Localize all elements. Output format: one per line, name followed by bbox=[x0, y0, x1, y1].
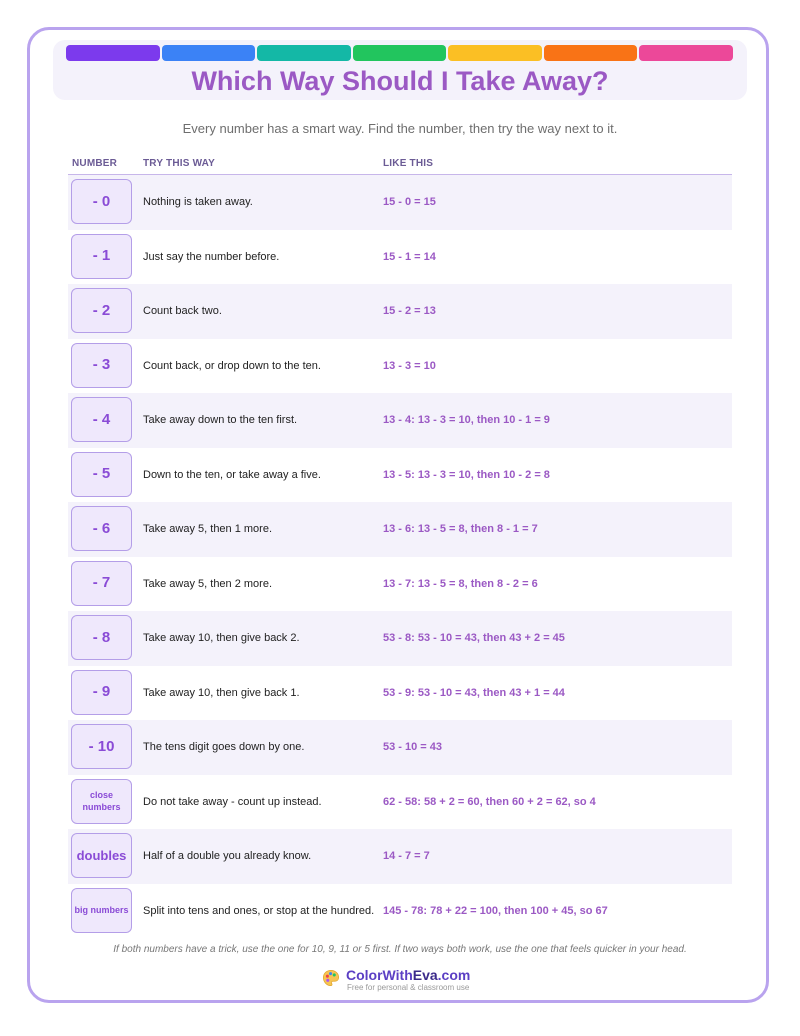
strategy-text: The tens digit goes down by one. bbox=[143, 741, 305, 754]
brand-suffix: .com bbox=[437, 967, 471, 983]
number-badge: doubles bbox=[71, 833, 132, 878]
table-row bbox=[68, 720, 732, 775]
strategy-text: Count back two. bbox=[143, 305, 222, 318]
table-row bbox=[68, 829, 732, 884]
brand-tagline: Free for personal & classroom use bbox=[347, 983, 470, 992]
table-row bbox=[68, 175, 732, 230]
rainbow-segment bbox=[639, 45, 733, 61]
number-badge: - 3 bbox=[71, 343, 132, 388]
strategy-text: Take away down to the ten first. bbox=[143, 414, 298, 427]
strategy-text: Take away 10, then give back 2. bbox=[143, 632, 300, 645]
number-badge: - 7 bbox=[71, 561, 132, 606]
number-badge: big numbers bbox=[71, 888, 132, 933]
number-badge: - 9 bbox=[71, 670, 132, 715]
rainbow-segment bbox=[353, 45, 447, 61]
number-badge: - 4 bbox=[71, 397, 132, 442]
example-text: 13 - 4: 13 - 3 = 10, then 10 - 1 = 9 bbox=[383, 414, 550, 427]
number-badge: - 5 bbox=[71, 452, 132, 497]
page-title: Which Way Should I Take Away? bbox=[191, 66, 609, 96]
example-text: 62 - 58: 58 + 2 = 60, then 60 + 2 = 62, so 4 bbox=[383, 795, 596, 808]
rainbow-segment bbox=[448, 45, 542, 61]
example-text: 13 - 3 = 10 bbox=[383, 359, 436, 372]
table-row bbox=[68, 230, 732, 285]
strategy-text: Half of a double you already know. bbox=[143, 850, 312, 863]
number-badge: close numbers bbox=[71, 779, 132, 824]
strategy-text: Do not take away - count up instead. bbox=[143, 795, 322, 808]
number-badge: - 6 bbox=[71, 506, 132, 551]
example-text: 53 - 10 = 43 bbox=[383, 741, 443, 754]
strategy-text: Nothing is taken away. bbox=[143, 196, 253, 209]
brand-accent: Eva bbox=[412, 967, 438, 983]
example-text: 13 - 6: 13 - 5 = 8, then 8 - 1 = 7 bbox=[383, 523, 538, 536]
column-header-way: TRY THIS WAY bbox=[143, 158, 216, 169]
number-badge: - 8 bbox=[71, 615, 132, 660]
table-row bbox=[68, 284, 732, 339]
footer-logo bbox=[322, 967, 492, 995]
table-row bbox=[68, 611, 732, 666]
number-badge: - 1 bbox=[71, 234, 132, 279]
example-text: 15 - 1 = 14 bbox=[383, 250, 436, 263]
strategy-text: Down to the ten, or take away a five. bbox=[143, 468, 321, 481]
rainbow-segment bbox=[66, 45, 160, 61]
column-header-number: NUMBER bbox=[72, 158, 118, 169]
strategy-text: Count back, or drop down to the ten. bbox=[143, 359, 321, 372]
example-text: 14 - 7 = 7 bbox=[383, 850, 430, 863]
strategy-text: Take away 5, then 1 more. bbox=[143, 523, 273, 536]
table-row bbox=[68, 448, 732, 503]
rainbow-segment bbox=[544, 45, 638, 61]
table-row bbox=[68, 666, 732, 721]
example-text: 53 - 9: 53 - 10 = 43, then 43 + 1 = 44 bbox=[383, 686, 565, 699]
table-row bbox=[68, 884, 732, 939]
example-text: 15 - 2 = 13 bbox=[383, 305, 436, 318]
example-text: 13 - 5: 13 - 3 = 10, then 10 - 2 = 8 bbox=[383, 468, 550, 481]
example-text: 13 - 7: 13 - 5 = 8, then 8 - 2 = 6 bbox=[383, 577, 538, 590]
table-row bbox=[68, 339, 732, 394]
strategy-text: Just say the number before. bbox=[143, 250, 280, 263]
strategy-text: Take away 5, then 2 more. bbox=[143, 577, 273, 590]
rainbow-segment bbox=[257, 45, 351, 61]
table-row bbox=[68, 775, 732, 830]
example-text: 145 - 78: 78 + 22 = 100, then 100 + 45, so 67 bbox=[383, 904, 608, 917]
strategy-text: Split into tens and ones, or stop at the hundred. bbox=[143, 904, 375, 917]
rainbow-segment bbox=[162, 45, 256, 61]
header bbox=[53, 40, 747, 100]
number-badge: - 2 bbox=[71, 288, 132, 333]
example-text: 15 - 0 = 15 bbox=[383, 196, 436, 209]
table-row bbox=[68, 502, 732, 557]
footnote: If both numbers have a trick, use the one for 10, 9, 11 or 5 first. If two ways both work, use the one that feels quicker in your head. bbox=[113, 944, 687, 955]
subtitle: Every number has a smart way. Find the number, then try the way next to it. bbox=[182, 121, 618, 136]
number-badge: - 10 bbox=[71, 724, 132, 769]
palette-icon bbox=[322, 969, 340, 987]
table-row bbox=[68, 393, 732, 448]
strategy-text: Take away 10, then give back 1. bbox=[143, 686, 300, 699]
brand-name bbox=[346, 967, 470, 983]
number-badge: - 0 bbox=[71, 179, 132, 224]
strategy-table bbox=[68, 175, 732, 938]
rainbow-bar bbox=[66, 45, 733, 61]
table-row bbox=[68, 557, 732, 612]
example-text: 53 - 8: 53 - 10 = 43, then 43 + 2 = 45 bbox=[383, 632, 565, 645]
column-header-example: LIKE THIS bbox=[383, 158, 434, 169]
brand-main: ColorWith bbox=[346, 967, 413, 983]
